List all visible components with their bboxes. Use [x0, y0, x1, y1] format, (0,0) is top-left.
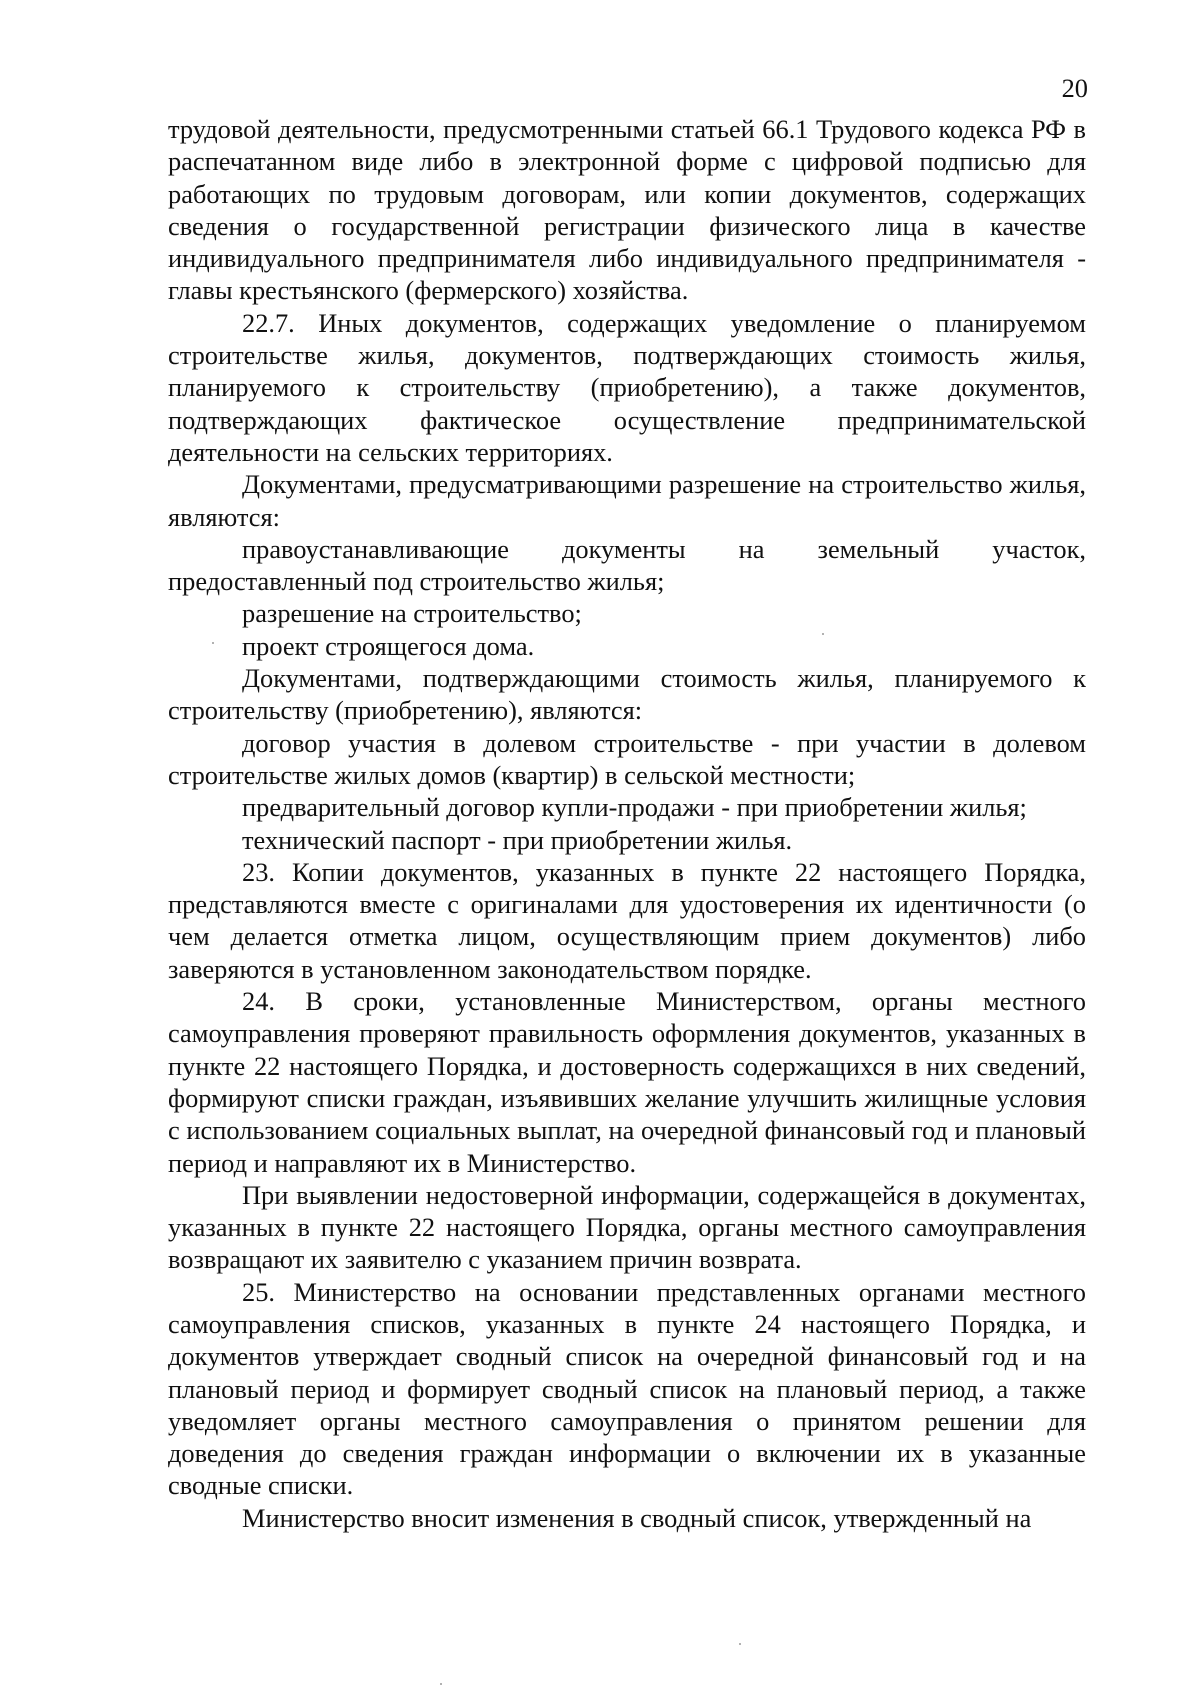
paragraph-22-7: 22.7. Иных документов, содержащих уведомление о планируемом строительстве жилья, документов, подтверждающих стоимость жилья, планируемого к строительству (приобретению), а также документов, подтверждающих фактическое осуществление предпринимательской деятельности на сельских территориях.: [168, 307, 1086, 467]
paragraph-construction-permits-intro: Документами, предусматривающими разрешение на строительство жилья, являются:: [168, 469, 1086, 532]
page-number: 20: [1061, 73, 1088, 103]
scan-speck: [822, 633, 824, 635]
paragraph-25: 25. Министерство на основании представленных органами местного самоуправления списков, указанных в пункте 24 настоящего Порядка, и документов утверждает сводный список на очередной финансовый год и на плановый период и формирует сводный список на плановый период, а также уведомляет органы местного самоуправления о принятом решении для доведения до сведения граждан информации о включении их в указанные сводные списки.: [168, 1276, 1086, 1501]
paragraph-25-amendments: Министерство вносит изменения в сводный список, утвержденный на: [242, 1502, 1032, 1533]
scan-speck: [440, 1683, 442, 1685]
paragraph-24-invalid-information: При выявлении недостоверной информации, содержащейся в документах, указанных в пункте 22 настоящего Порядка, органы местного самоуправления возвращают их заявителю с указанием причин возврата.: [168, 1179, 1086, 1275]
scan-speck: [739, 1643, 741, 1645]
paragraph-continuation: трудовой деятельности, предусмотренными статьей 66.1 Трудового кодекса РФ в распечатанном виде либо в электронной форме с цифровой подписью для работающих по трудовым договорам, или копии документов, содержащих сведения о государственной регистрации физического лица в качестве индивидуального предпринимателя либо индивидуального предпринимателя - главы крестьянского (фермерского) хозяйства.: [168, 114, 1086, 306]
paragraph-23: 23. Копии документов, указанных в пункте 22 настоящего Порядка, представляются вместе с оригиналами для удостоверения их идентичности (о чем делается отметка лицом, осуществляющим прием документов) либо заверяются в установленном законодательством порядке.: [168, 856, 1086, 984]
scan-speck: [212, 642, 214, 644]
list-item-technical-passport: технический паспорт - при приобретении жилья.: [242, 824, 793, 855]
paragraph-24: 24. В сроки, установленные Министерством, органы местного самоуправления проверяют правильность оформления документов, указанных в пункте 22 настоящего Порядка, и достоверность содержащихся в них сведений, формируют списки граждан, изъявивших желание улучшить жилищные условия с использованием социальных выплат, на очередной финансовый год и плановый период и направляют их в Министерство.: [168, 986, 1086, 1178]
list-item-preliminary-sale-contract: предварительный договор купли-продажи - при приобретении жилья;: [242, 792, 1027, 823]
document-body: [168, 113, 1086, 1534]
list-item-house-project: проект строящегося дома.: [242, 630, 535, 661]
list-item-shared-construction-contract: договор участия в долевом строительстве - при участии в долевом строительстве жилых домов (квартир) в сельской местности;: [168, 727, 1086, 790]
paragraph-cost-documents-intro: Документами, подтверждающими стоимость жилья, планируемого к строительству (приобретению), являются:: [168, 663, 1086, 726]
list-item-land-title-documents: правоустанавливающие документы на земельный участок, предоставленный под строительство жилья;: [168, 533, 1086, 597]
list-item-building-permit: разрешение на строительство;: [242, 598, 582, 629]
